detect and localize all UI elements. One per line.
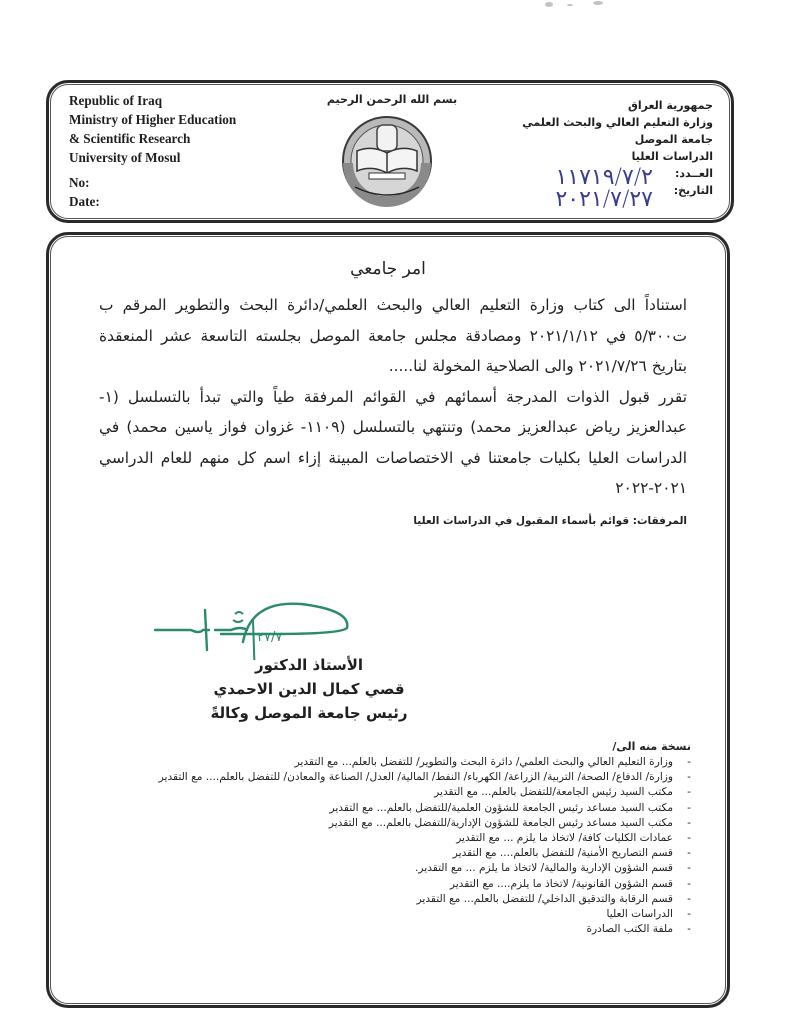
document-title: امر جامعي xyxy=(350,259,426,279)
ar-department: الدراسات العليا xyxy=(631,150,713,163)
copy-item: - ملفة الكتب الصادرة xyxy=(586,923,691,936)
basmala: بسم الله الرحمن الرحيم xyxy=(326,93,458,106)
paragraph-decision: تقرر قبول الذوات المدرجة أسمائهم في القوائم المرفقة طياً والتي تبدأ بالتسلسل (١- عبدالعزيز رياض عبدالعزيز محمد) وتنتهي بالتسلسل (١١٠٩- غزوان فواز ياسين محمد) في الدراسات العليا بكليات جامعتنا في الاختصاصات المبينة إزاء اسم كل منهم للعام الدراسي ٢٠٢١-٢٠٢٢ xyxy=(99,387,688,497)
university-seal-icon xyxy=(337,111,437,207)
ar-country: جمهورية العراق xyxy=(628,99,713,112)
signatory-title: الأستاذ الدكتور xyxy=(254,656,364,674)
en-no-label: No: xyxy=(69,175,90,190)
signatory-position: رئيس جامعة الموصل وكالةً xyxy=(210,704,408,722)
signatory-block xyxy=(189,653,429,725)
ar-ministry: وزارة التعليم العالي والبحث العلمي xyxy=(522,116,713,129)
attachments-note: المرفقات: قوائم بأسماء المقبول في الدراسات العليا xyxy=(413,515,687,527)
scan-smudge xyxy=(545,0,615,12)
copy-item: - قسم الشؤون الإدارية والمالية/ لاتخاذ ما يلزم ... مع التقدير. xyxy=(415,862,691,875)
document-body xyxy=(46,232,730,1008)
copy-item: - مكتب السيد مساعد رئيس الجامعة للشؤون العلمية/للتفضل بالعلم... مع التقدير xyxy=(329,801,691,814)
copy-item: - مكتب السيد رئيس الجامعة/للتفضل بالعلم... مع التقدير xyxy=(434,786,691,799)
copies-list xyxy=(159,740,691,937)
signature-date: ٢٧/٧ xyxy=(257,630,283,645)
copies-title: نسخة منه الى/ xyxy=(612,740,691,753)
handwritten-number: ١١٧١٩/٧/٢ xyxy=(555,165,653,190)
en-ministry: Ministry of Higher Education xyxy=(69,112,237,127)
en-ministry-cont: & Scientific Research xyxy=(69,131,191,146)
order-text xyxy=(99,290,687,504)
copy-item: - وزارة/ الدفاع/ الصحة/ التربية/ الزراعة/ الكهرباء/ النفط/ المالية/ العدل/ الصناعة والمعادن/ للتفضل بالعلم.... مع التقدير xyxy=(158,771,691,784)
ar-number-label: العــدد: xyxy=(674,167,713,180)
en-country: Republic of Iraq xyxy=(69,93,163,108)
copy-item: - وزارة التعليم العالي والبحث العلمي/ دائرة البحث والتطوير/ للتفضل بالعلم... مع التقدير xyxy=(294,756,691,768)
copy-item: - مكتب السيد مساعد رئيس الجامعة للشؤون الإدارية/للتفضل بالعلم... مع التقدير xyxy=(328,816,691,829)
copy-item: - قسم الشؤون القانونية/ لاتخاذ ما يلزم.... مع التقدير xyxy=(449,877,691,890)
english-letterhead xyxy=(69,91,236,211)
ar-university: جامعة الموصل xyxy=(634,133,713,146)
copy-item: - عمادات الكليات كافة/ لاتخاذ ما يلزم ... مع التقدير xyxy=(456,832,691,845)
copy-item: - قسم الرقابة والتدقيق الداخلي/ للتفضل بالعلم... مع التقدير xyxy=(416,892,691,905)
signature-icon xyxy=(151,590,351,660)
handwritten-date: ٢٠٢١/٧/٢٧ xyxy=(555,187,653,212)
copy-item: - قسم التصاريح الأمنية/ للتفضل بالعلم.... مع التقدير xyxy=(452,847,691,860)
paragraph-reference: استناداً الى كتاب وزارة التعليم العالي والبحث العلمي/دائرة البحث والتطوير المرقم ب ت٥/٣٠٠ في ٢٠٢١/١/١٢ ومصادقة مجلس جامعة الموصل بجلسته التاسعة عشر المنعقدة بتاريخ ٢٠٢١/٧/٢٦ والى الصلاحية المخولة لنا..... xyxy=(99,296,687,375)
ar-date-label: التاريخ: xyxy=(673,184,713,197)
en-date-label: Date: xyxy=(69,194,100,209)
copy-item: - الدراسات العليا xyxy=(606,908,691,921)
signatory-name: قصي كمال الدين الاحمدي xyxy=(213,680,405,698)
letterhead xyxy=(46,80,734,223)
en-university: University of Mosul xyxy=(69,150,181,165)
